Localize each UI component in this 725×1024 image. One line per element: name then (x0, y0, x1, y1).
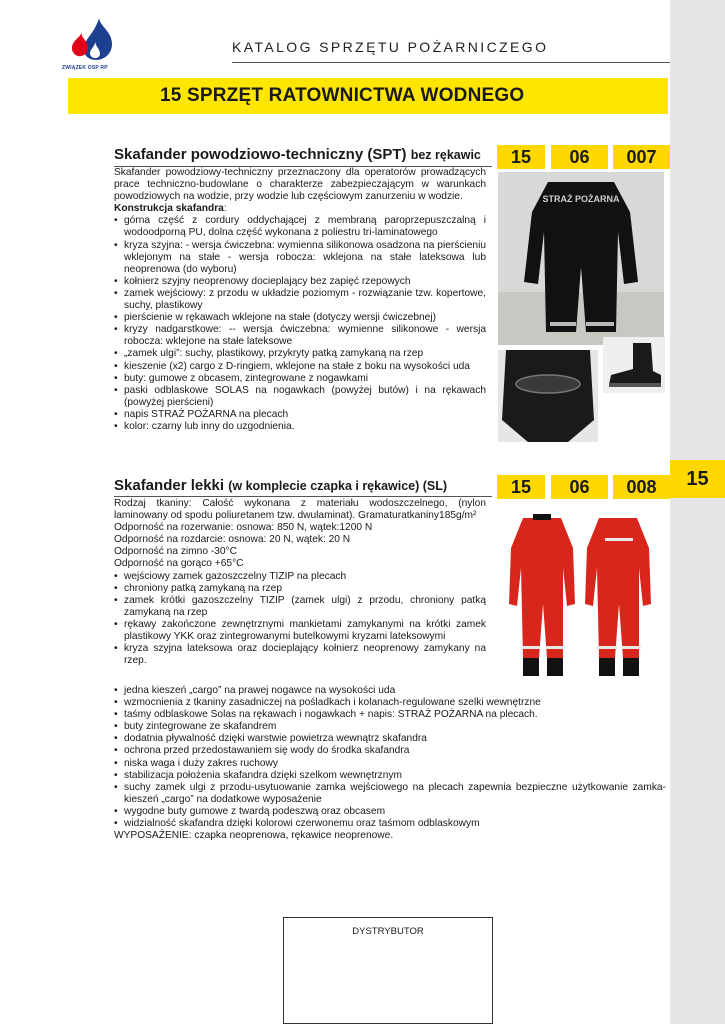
cold-resistance: Odporność na zimno -30°C (114, 546, 237, 558)
list-item: • stabilizacja położenia skafandra dzięki szelkom wewnętrznym (114, 770, 666, 782)
construction-heading: Konstrukcja skafandra (114, 203, 224, 215)
list-item: • taśmy odblaskowe Solas na rękawach i nogawkach + napis: STRAŻ POŻARNA na plecach. (114, 709, 666, 721)
catalog-title: KATALOG SPRZĘTU POŻARNICZEGO (232, 39, 549, 55)
list-item: • chroniony patką zamykaną na rzep (114, 583, 486, 595)
list-item: • zamek wejściowy: z przodu w układzie poziomym - rozwiązanie tzw. kopertowe, suchy, plastikowy (114, 288, 486, 312)
section-banner (68, 78, 668, 114)
list-item: • paski odblaskowe SOLAS na nogawkach (powyżej butów) i na rękawach (powyżej pierścieni) (114, 385, 486, 409)
feature-list (114, 215, 486, 433)
list-item: • ochrona przed przedostawaniem się wody do środka skafandra (114, 745, 666, 757)
list-item: • dodatnia pływalność dzięki warstwie powietrza wewnątrz skafandra (114, 733, 666, 745)
list-item: • widzialność skafandra dzięki kolorowi czerwonemu oraz taśmom odblaskowym (114, 818, 666, 830)
code-item: 008 (613, 475, 670, 499)
header-divider (232, 62, 670, 63)
section-tab: 15 (670, 460, 725, 498)
code-group: 15 (497, 145, 545, 169)
list-item: • jedna kieszeń „cargo” na prawej nogawce na wysokości uda (114, 685, 666, 697)
list-item: • suchy zamek ulgi z przodu-usytuowanie zamka wejściowego na plecach zapewnia bezpieczne użytkowanie zamka-kieszeń „cargo” na dodatkowe wyposażenie (114, 782, 666, 806)
red-suit-front-back-photo (505, 508, 657, 680)
section-title: 15 SPRZĘT RATOWNICTWA WODNEGO (160, 85, 525, 106)
feature-list (114, 571, 486, 668)
side-margin-strip (670, 0, 725, 1024)
code-item: 007 (613, 145, 670, 169)
list-item: • wzmocnienia z tkaniny zasadniczej na pośladkach i kolanach-regulowane szelki wewnętrzne (114, 697, 666, 709)
list-item: • górna część z cordury oddychającej z membraną paroprzepuszczalną i wodoodporną PU, dolna część wykonana z poliestru tri-laminatowego (114, 215, 486, 239)
boot-detail-photo (603, 337, 665, 393)
list-item: • zamek krótki gazoszczelny TIZIP (zamek ulgi) z przodu, chroniony patką zamykaną na rzep (114, 595, 486, 619)
list-item: • kryza szyjna lateksowa oraz docieplający kołnierz neoprenowy zamykany na rzep. (114, 643, 486, 667)
rip-resistance: Odporność na rozdarcie: osnowa: 20 N, wątek: 20 N (114, 534, 351, 546)
product-description-spt: Skafander powodziowy-techniczny przeznaczony dla operatorów prowadzących prace techniczno-budowlane o charakterze zabezpieczającym w warunkach powodziowych na wodzie, przy wodzie lub częściowym zanurzeniu w wodzie. Konstrukcja skafandra: • górna część z cordury oddychającej z membraną paroprzepuszczalną i wodoodporną PU, dolna część wykonana z poliestru tri-laminatowego • kryza szyjna: - wersja ćwiczebna: wymienna silikonowa osadzona na pierścieniu wklejonym na stałe - wersja robocza: wklejona na stałe lateksowa lub neoprenowa (do wyboru) • kołnierz szyjny neoprenowy docieplający bez zapięć rzepowych • zamek wejściowy: z przodu w układzie poziomym - rozwiązanie tzw. kopertowe, suchy, plastikowy • pierścienie w rękawach wklejone na stałe (dotyczy wersji ćwiczebnej) • kryzy nadgarstkowe: -- wersja ćwiczebna: wymienne silikonowe - wersja robocza: wklejone na stałe lateksowe • „zamek ulgi”: suchy, plastikowy, przykryty patką zamykaną na rzep • kieszenie (x2) cargo z D-ringiem, wklejone na stałe z boku na wysokości uda • buty: gumowe z obcasem, zintegrowane z nogawkami • paski odblaskowe SOLAS na nogawkach (powyżej butów) i na rękawach (powyżej pierścieni) • napis STRAŻ POŻARNA na plecach • kolor: czarny lub inny do uzgodnienia. (114, 167, 486, 433)
product-title-suffix: (w komplecie czapka i rękawice) (SL) (228, 479, 448, 493)
list-item: • wejściowy zamek gazoszczelny TIZIP na plecach (114, 571, 486, 583)
product-features-sl (114, 685, 666, 842)
black-suit-back-photo (498, 172, 664, 345)
distributor-box (283, 917, 493, 1024)
list-item: • kołnierz szyjny neoprenowy docieplający bez zapięć rzepowych (114, 276, 486, 288)
list-item: • kieszenie (x2) cargo z D-ringiem, wklejone na stałe z boku na wysokości uda (114, 361, 486, 373)
list-item: • kolor: czarny lub inny do uzgodnienia. (114, 421, 486, 433)
product-title-sl: Skafander lekki (w komplecie czapka i rękawice) (SL) (114, 477, 448, 494)
code-group: 15 (497, 475, 545, 499)
list-item: • wygodne buty gumowe z twardą podeszwą oraz obcasem (114, 806, 666, 818)
logo-caption: ZWIĄZEK OSP RP (62, 65, 108, 71)
product-title-spt: Skafander powodziowo-techniczny (SPT) bez rękawic (114, 146, 481, 163)
code-subgroup: 06 (551, 475, 608, 499)
fabric-spec: Rodzaj tkaniny: Całość wykonana z materiału wodoszczelnego, (nylon laminowany od spodu poliuretanem tzw. dwulaminat). Gramaturatkaniny185g/m² (114, 498, 486, 522)
product-intro: Skafander powodziowy-techniczny przeznaczony dla operatorów prowadzących prace techniczno-budowlane o charakterze zabezpieczającym w warunkach powodziowych na wodzie, przy wodzie lub częściowym zanurzeniu w wodzie. (114, 167, 486, 203)
feature-list (114, 685, 666, 830)
heat-resistance: Odporność na gorąco +65°C (114, 558, 244, 570)
product-specs-sl (114, 498, 486, 667)
suit-zipper-detail-photo (498, 350, 598, 442)
list-item: • buty: gumowe z obcasem, zintegrowane z nogawkami (114, 373, 486, 385)
osp-logo-icon (66, 12, 122, 68)
code-subgroup: 06 (551, 145, 608, 169)
list-item: • rękawy zakończone zewnętrznymi mankietami zamykanymi na krótki zamek plastikowy YKK oraz zintegrowanymi butelkowymi kryzami lateksowymi (114, 619, 486, 643)
distributor-label: DYSTRYBUTOR (352, 926, 424, 937)
list-item: • niska waga i duży zakres ruchowy (114, 758, 666, 770)
list-item: • napis STRAŻ POŻARNA na plecach (114, 409, 486, 421)
list-item: • „zamek ulgi”: suchy, plastikowy, przykryty patką zamykaną na rzep (114, 348, 486, 360)
title-underline (114, 496, 492, 497)
tear-resistance: Odporność na rozerwanie: osnowa: 850 N, wątek:1200 N (114, 522, 373, 534)
equipment-note: WYPOSAŻENIE: czapka neoprenowa, rękawice neoprenowe. (114, 830, 394, 842)
product-title-suffix: bez rękawic (410, 148, 481, 162)
list-item: • pierścienie w rękawach wklejone na stałe (dotyczy wersji ćwiczebnej) (114, 312, 486, 324)
suit-print-straz: STRAŻ POŻARNA (542, 194, 620, 204)
list-item: • buty zintegrowane ze skafandrem (114, 721, 666, 733)
list-item: • kryza szyjna: - wersja ćwiczebna: wymienna silikonowa osadzona na pierścieniu wklejonym na stałe - wersja robocza: wklejona na stałe lateksowa lub neoprenowa (do wyboru) (114, 240, 486, 276)
list-item: • kryzy nadgarstkowe: -- wersja ćwiczebna: wymienne silikonowe - wersja robocza: wklejone na stałe lateksowe (114, 324, 486, 348)
